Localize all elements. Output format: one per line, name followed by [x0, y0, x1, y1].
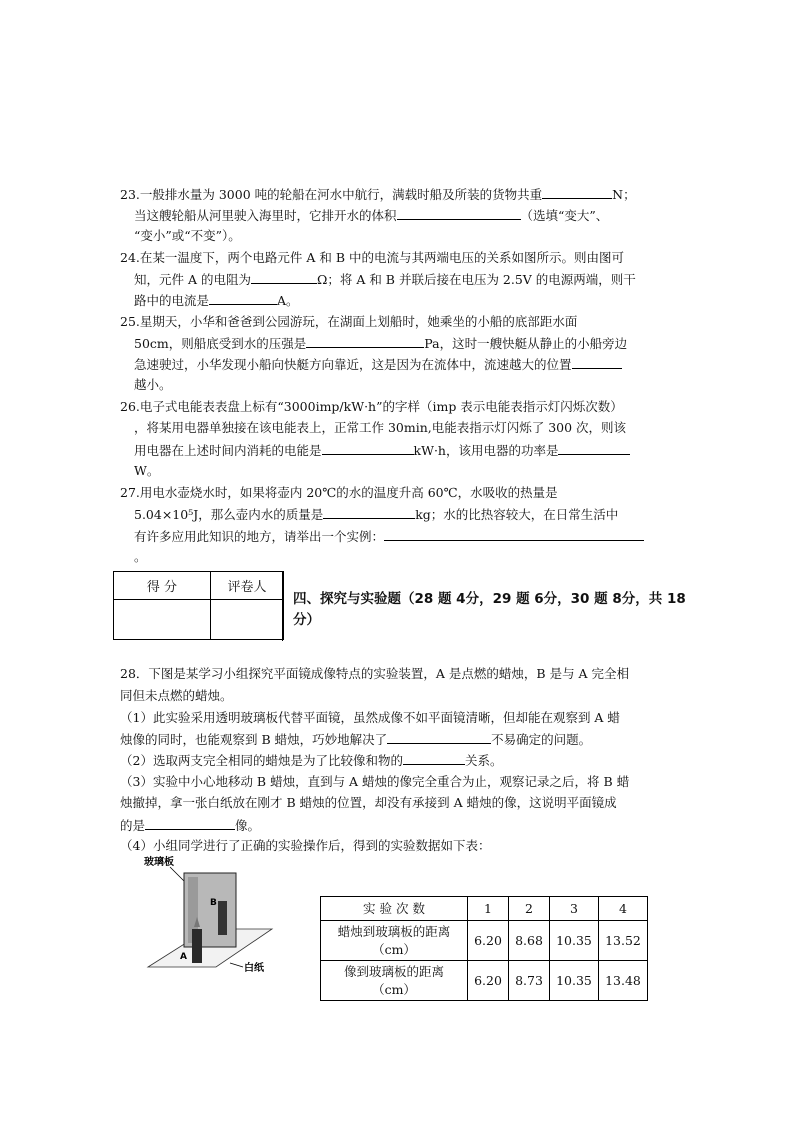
section-title-line2: 分） — [293, 612, 320, 628]
q27-blank-example[interactable] — [384, 526, 644, 541]
q28-line1: 28．下图是某学习小组探究平面镜成像特点的实验装置，A 是点燃的蜡烛，B 是与 A 完全相 — [120, 666, 630, 681]
q27-line2: 5.04×10⁵J，那么壶内水的质量是 kg；水的比热容较大，在日常生活中 — [134, 504, 618, 525]
score-label: 得 分 — [114, 572, 211, 600]
q23-line2: 当这艘轮船从河里驶入海里时，它排开水的体积 （选填“变大”、 — [134, 205, 608, 226]
reviewer-label: 评卷人 — [211, 572, 284, 600]
reviewer-cell[interactable] — [211, 600, 284, 640]
table-cell: 8.68 — [509, 921, 550, 961]
q24-line3: 路中的电流是 A。 — [134, 290, 299, 311]
q26-blank-power[interactable] — [558, 440, 630, 455]
q26-line3: 用电器在上述时间内消耗的电能是 kW·h，该用电器的功率是 — [134, 440, 630, 461]
table-cell: 6.20 — [468, 921, 509, 961]
mirror-experiment-figure — [140, 855, 290, 980]
q23-line3: “变小”或“不变”）。 — [134, 228, 241, 243]
score-box-bracket — [282, 571, 283, 641]
q26-line1: 26.电子式电能表表盘上标有“3000imp/kW·h”的字样（imp 表示电能表指示灯闪烁次数） — [120, 399, 623, 414]
table-row — [321, 961, 648, 1001]
q23-blank-volume[interactable] — [397, 205, 521, 220]
white-paper-label: 白纸 — [244, 963, 264, 974]
header-cell: 实 验 次 数 — [321, 897, 468, 921]
q26-blank-energy[interactable] — [322, 440, 414, 455]
table-cell: 10.35 — [550, 921, 599, 961]
score-cell[interactable] — [114, 600, 211, 640]
table-cell: 13.52 — [599, 921, 648, 961]
q28-part1-line2: 烛像的同时，也能观察到 B 蜡烛，巧妙地解决了 不易确定的问题。 — [120, 729, 591, 750]
q24-blank-resistance[interactable] — [251, 269, 317, 284]
q28-line2: 同但未点燃的蜡烛。 — [120, 688, 233, 703]
header-cell: 2 — [509, 897, 550, 921]
q28-part3-line1: （3）实验中小心地移动 B 蜡烛，直到与 A 蜡烛的像完全重合为止，观察记录之后，将 B 蜡 — [120, 774, 630, 789]
glass-plate-label: 玻璃板 — [144, 857, 174, 868]
q25-line4: 越小。 — [134, 377, 172, 392]
q25-blank-pressure[interactable] — [306, 333, 424, 348]
q27-line1: 27.用电水壶烧水时，如果将壶内 20℃的水的温度升高 60℃，水吸收的热量是 — [120, 485, 558, 500]
q28-blank-position[interactable] — [387, 729, 491, 744]
q28-part4: （4）小组同学进行了正确的实验操作后，得到的实验数据如下表： — [120, 838, 491, 853]
score-box — [113, 571, 284, 640]
paper-label-pointer — [230, 963, 243, 967]
candle-a — [192, 929, 202, 963]
q23-line1: 23.一般排水量为 3000 吨的轮船在河水中航行，满载时船及所装的货物共重 N； — [120, 184, 636, 205]
q28-part1-line1: （1）此实验采用透明玻璃板代替平面镜，虽然成像不如平面镜清晰，但却能在观察到 A 蜡 — [120, 710, 620, 725]
candle-b-label: B — [210, 898, 217, 908]
table-row — [321, 921, 648, 961]
header-cell: 3 — [550, 897, 599, 921]
q28-part3-line3: 的是 像。 — [120, 815, 260, 836]
q26-line4: W。 — [134, 463, 160, 478]
q25-line2: 50cm，则船底受到水的压强是 Pa，这时一艘快艇从静止的小船旁边 — [134, 333, 627, 354]
table-cell: 10.35 — [550, 961, 599, 1001]
q24-line2: 知，元件 A 的电阻为 Ω；将 A 和 B 并联后接在电压为 2.5V 的电源两端，则干 — [134, 269, 636, 290]
q25-blank-position[interactable] — [572, 354, 622, 369]
q25-line3: 急速驶过，小华发现小船向快艇方向靠近，这是因为在流体中，流速越大的位置 — [134, 354, 622, 375]
q28-blank-relation[interactable] — [403, 750, 465, 765]
q24-line1: 24.在某一温度下，两个电路元件 A 和 B 中的电流与其两端电压的关系如图所示。则由图可 — [120, 250, 624, 265]
table-header-row — [321, 897, 648, 921]
header-cell: 4 — [599, 897, 648, 921]
q28-blank-image-type[interactable] — [145, 815, 235, 830]
q27-line4: 。 — [134, 549, 147, 564]
q24-blank-current[interactable] — [209, 290, 277, 305]
header-cell: 1 — [468, 897, 509, 921]
row-label: 像到玻璃板的距离 （cm） — [321, 961, 468, 1001]
experiment-data-table — [320, 896, 648, 1001]
q26-line2: ，将某用电器单独接在该电能表上，正常工作 30min,电能表指示灯闪烁了 300 次，则该 — [134, 420, 627, 435]
section-title-line1: 四、探究与实验题（28 题 4分，29 题 6分，30 题 8分，共 18 — [293, 591, 686, 607]
row-label: 蜡烛到玻璃板的距离 （cm） — [321, 921, 468, 961]
candle-a-label: A — [180, 952, 187, 962]
candle-b — [218, 901, 227, 935]
table-cell: 13.48 — [599, 961, 648, 1001]
q27-blank-mass[interactable] — [323, 504, 415, 519]
q28-part3-line2: 烛撤掉，拿一张白纸放在刚才 B 蜡烛的位置，却没有承接到 A 蜡烛的像，这说明平面镜成 — [120, 795, 617, 810]
table-cell: 6.20 — [468, 961, 509, 1001]
q27-line3: 有许多应用此知识的地方，请举出一个实例： — [134, 526, 644, 547]
table-cell: 8.73 — [509, 961, 550, 1001]
q28-part2: （2）选取两支完全相同的蜡烛是为了比较像和物的 关系。 — [120, 750, 502, 771]
q25-line1: 25.星期天，小华和爸爸到公园游玩，在湖面上划船时，她乘坐的小船的底部距水面 — [120, 314, 578, 329]
q23-blank-weight[interactable] — [542, 184, 612, 199]
